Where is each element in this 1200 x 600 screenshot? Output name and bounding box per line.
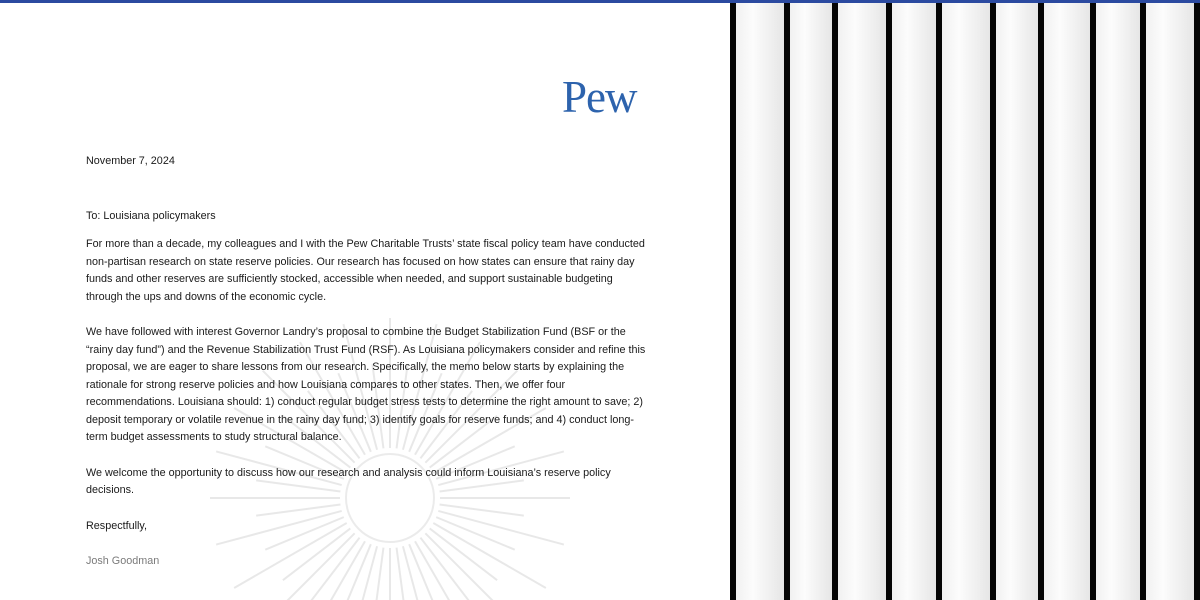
gray-panel <box>838 0 886 600</box>
letter-signature: Josh Goodman <box>86 555 160 567</box>
letter-paragraph: We have followed with interest Governor Landry’s proposal to combine the Budget Stabilization Fund (BSF or the “rainy day fund”) and the Revenue Stabilization Trust Fund (RSF). As Louisiana policymakers consider and refine this proposal, we are eager to share lessons from our research. Specifically, the memo below starts by explaining the rationale for strong reserve policies and how Louisiana compares to other states. Then, we offer four recommendations. Louisiana should: 1) conduct regular budget stress tests to determine the right amount to save; 2) deposit temporary or volatile revenue in the rainy day fund; 3) identify goals for reserve funds; and 4) conduct long-term budget assessments to study structural balance. <box>86 326 646 443</box>
gray-panel <box>1044 0 1090 600</box>
pew-logo: Pew <box>562 72 637 122</box>
gray-panel <box>1146 0 1194 600</box>
vertical-stripe-panel <box>730 0 1200 600</box>
letter-salutation: To: Louisiana policymakers <box>86 209 216 222</box>
letter-date: November 7, 2024 <box>86 155 175 167</box>
letter-body <box>86 153 651 571</box>
top-accent-rule <box>0 0 1200 3</box>
gray-panel <box>736 0 784 600</box>
gray-panel <box>942 0 990 600</box>
gray-panel <box>1096 0 1140 600</box>
letter-page <box>0 3 730 600</box>
black-stripe <box>1194 0 1200 600</box>
gray-panel <box>790 0 832 600</box>
letter-paragraph: We welcome the opportunity to discuss how our research and analysis could inform Louisiana’s reserve policy decisions. <box>86 466 611 496</box>
gray-panel <box>892 0 936 600</box>
gray-panel <box>996 0 1038 600</box>
letter-paragraph: For more than a decade, my colleagues and I with the Pew Charitable Trusts’ state fiscal policy team have conducted non-partisan research on state reserve policies. Our research has focused on how states can ensure that rainy day funds and other reserves are sufficiently stocked, accessible when needed, and support sustainable budgeting through the ups and downs of the economic cycle. <box>86 238 645 303</box>
letter-closing: Respectfully, <box>86 519 148 532</box>
